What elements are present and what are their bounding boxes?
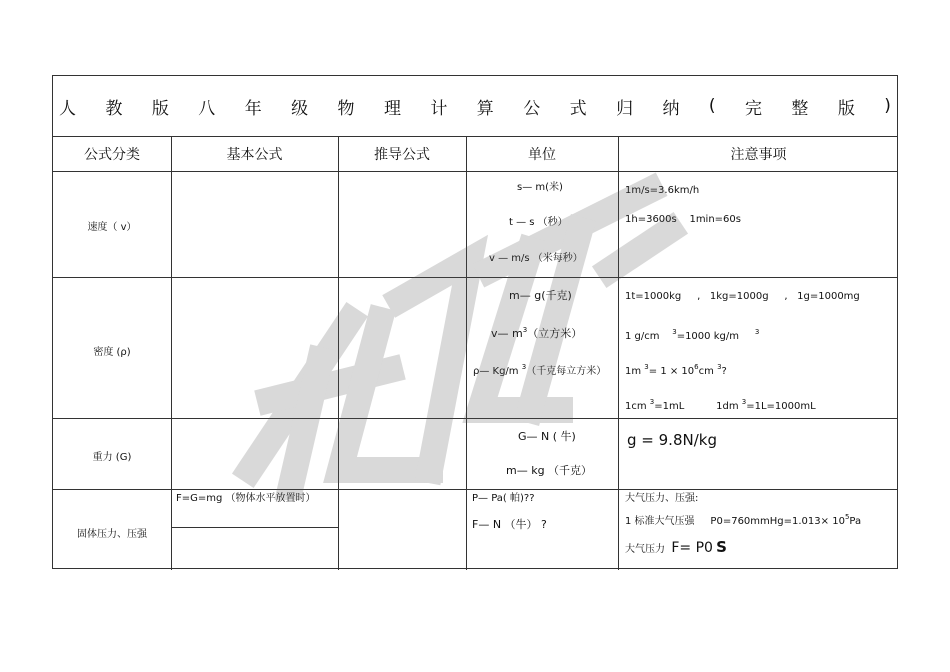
label-gravity: 重力 (G) [92, 452, 132, 463]
title-char: 归 [616, 98, 634, 119]
title-char: 纳 [662, 98, 680, 119]
title-char: 版 [151, 98, 169, 119]
header-notes: 注意事项 [730, 147, 787, 163]
note-density-3: 1m $^3= 1 \times 10^6cm$ $^3$? [625, 363, 727, 377]
note-speed-1: 1m/s=3.6km/h [625, 185, 700, 196]
cell-divider [171, 527, 338, 528]
title-char: 人 [59, 98, 76, 119]
note-pressure-2: 1 标准大气压强 P0=760mmHg=1.013× $10^5Pa$ [625, 513, 862, 527]
title-char: 物 [337, 98, 355, 119]
title-char: 计 [430, 98, 448, 119]
label-pressure: 固体压力、压强 [77, 529, 147, 540]
row-divider [53, 171, 897, 172]
unit-gravity: G— N ( 牛) [518, 430, 576, 443]
note-speed-2: 1h=3600s 1min=60s [625, 214, 741, 225]
column-divider [338, 136, 339, 570]
formula-table [52, 75, 898, 569]
unit-mass-kg: m— kg （千克） [506, 464, 593, 477]
column-divider [171, 136, 172, 570]
row-divider [53, 277, 897, 278]
column-divider [618, 136, 619, 570]
title-char: 版 [837, 98, 855, 119]
column-divider [466, 136, 467, 570]
title-char: ( [708, 96, 716, 116]
title-char: 理 [383, 98, 401, 119]
header-category: 公式分类 [84, 147, 140, 163]
note-pressure-1: 大气压力、压强: [625, 493, 699, 504]
title-char: 算 [476, 98, 494, 119]
unit-newton: F— N （牛） ? [472, 518, 547, 531]
unit-volume: v— $m^3$（立方米） [491, 326, 583, 340]
unit-s: s— m(米) [517, 182, 563, 193]
note-density-4: 1cm $^3$=1mL 1dm $^3$=1L=1000mL [625, 398, 816, 412]
title-char: 级 [291, 98, 309, 119]
unit-pascal: P— Pa( 帕)?? [472, 493, 535, 504]
note-density-1: 1t=1000kg , 1kg=1000g , 1g=1000mg [625, 291, 860, 302]
row-divider [53, 418, 897, 419]
unit-mass: m— g(千克) [509, 289, 572, 302]
basic-pressure-formula: F=G=mg （物体水平放置时） [176, 493, 316, 504]
title-char: 年 [244, 98, 262, 119]
title-char: 整 [791, 98, 809, 119]
unit-density: ρ— Kg/m $^3$（千克每立方米） [473, 363, 607, 377]
header-basic-formula: 基本公式 [226, 147, 283, 163]
title-char: 教 [105, 98, 123, 119]
title-char: 完 [744, 98, 762, 119]
title-char: ) [884, 96, 891, 116]
note-density-2: 1 g/cm $^3$=1000 kg/m $^3$ [625, 328, 760, 342]
header-derived-formula: 推导公式 [374, 147, 430, 163]
row-divider [53, 489, 897, 490]
label-density: 密度 (ρ) [93, 347, 131, 358]
note-pressure-3: 大气压力 F= P0 S [625, 538, 727, 556]
title-char: 八 [198, 98, 216, 119]
title-char: 公 [523, 98, 541, 119]
unit-t: t — s （秒） [509, 217, 568, 228]
label-speed: 速度（ v） [87, 222, 137, 233]
header-unit: 单位 [528, 147, 556, 163]
table-title [53, 76, 897, 136]
title-char: 式 [569, 98, 587, 119]
note-gravity: g = 9.8N/kg [627, 431, 717, 449]
unit-v: v — m/s （米每秒） [489, 253, 583, 264]
